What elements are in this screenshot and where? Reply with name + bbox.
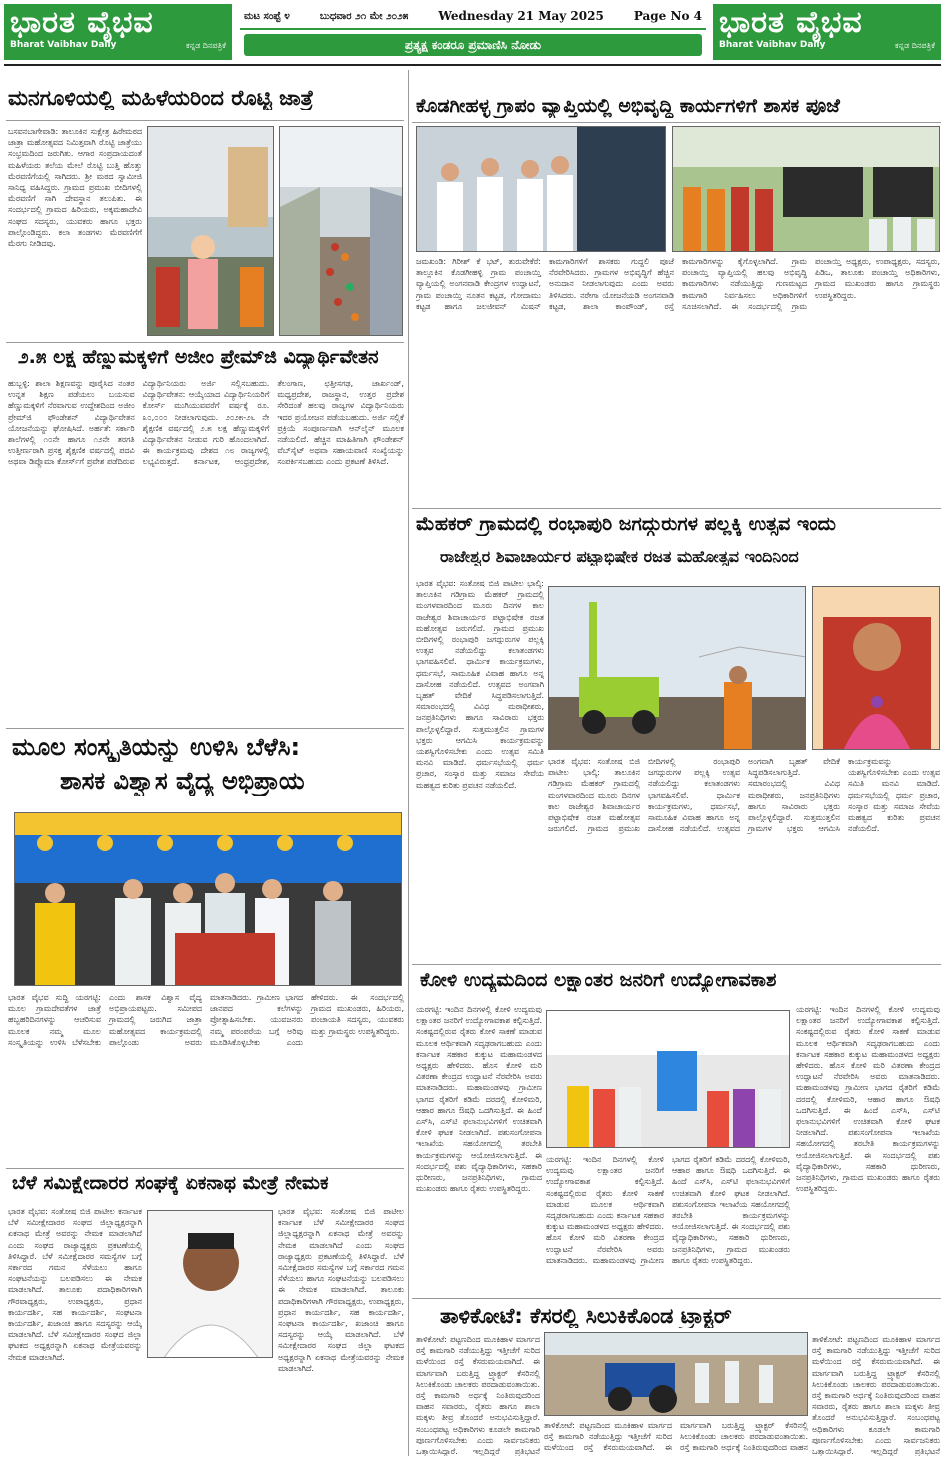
volume-label: ಮಟ ಸಂಪ್ಟೆ ೪ [244, 10, 290, 22]
rule [412, 1298, 941, 1299]
masthead-right [713, 4, 941, 60]
photo-eknath-metre [147, 1210, 273, 1358]
photo-palanquin-stage [548, 586, 806, 750]
photo-tractor [544, 1332, 808, 1416]
headline-federation: ಬೆಳೆ ಸಮಿಕ್ಷೇದಾರರ ಸಂಘಕ್ಕೆ ಏಕನಾಥ ಮೇತ್ರೆ ನೇಮಕ [12, 1173, 329, 1194]
article-jobs-body-right: ಯರಗಟ್ಟಿ: ಇಂದಿನ ದಿನಗಳಲ್ಲಿ ಕೋಳಿ ಉದ್ಯಮವು ಲಕ್ಷಾಂತರ ಜನರಿಗೆ ಉದ್ಯೋಗಾವಕಾಶ ಕಲ್ಪಿಸುತ್ತಿದೆ. ಸಂಕಷ್ಟದಲ್ಲಿರುವ ರೈತರು ಕೋಳಿ ಸಾಕಣೆ ಮಾಡುವ ಮೂಲಕ ಆರ್ಥಿಕವಾಗಿ ಸದೃಢರಾಗಬಹುದು ಎಂದು ಕರ್ನಾಟಕ ಸಹಕಾರ ಕುಕ್ಕುಟ ಮಹಾಮಂಡಳದ ಅಧ್ಯಕ್ಷರು ಹೇಳಿದರು. ಹೊಸ ಕೋಳಿ ಮರಿ ವಿತರಣಾ ಕೇಂದ್ರದ ಉದ್ಘಾಟನೆ ನೆರವೇರಿಸಿ ಅವರು ಮಾತನಾಡಿದರು. ಮಹಾಮಂಡಳವು ಗ್ರಾಮೀಣ ಭಾಗದ ರೈತರಿಗೆ ಕಡಿಮೆ ದರದಲ್ಲಿ ಕೋಳಿಮರಿ, ಆಹಾರ ಹಾಗೂ ಔಷಧಿ ಒದಗಿಸುತ್ತಿದೆ. ಈ ಹಿಂದೆ ಎಸ್‌ಸಿ, ಎಸ್‌ಟಿ ಫಲಾನುಭವಿಗಳಿಗೆ ಉಚಿತವಾಗಿ ಕೋಳಿ ಘಟಕ ನೀಡಲಾಗಿದೆ. ಪಶುಸಂಗೋಪನಾ ಇಲಾಖೆಯ ಸಹಯೋಗದಲ್ಲಿ ತರಬೇತಿ ಕಾರ್ಯಕ್ರಮಗಳನ್ನು ಆಯೋಜಿಸಲಾಗುತ್ತಿದೆ. ಈ ಸಂದರ್ಭದಲ್ಲಿ ಪಶು ವೈದ್ಯಾಧಿಕಾರಿಗಳು, ಸಹಕಾರಿ ಧುರೀಣರು, ಜನಪ್ರತಿನಿಧಿಗಳು, ಗ್ರಾಮದ ಮುಖಂಡರು ಹಾಗೂ ರೈತರು ಉಪಸ್ಥಿತರಿದ್ದರು. [796, 1005, 940, 1194]
headline-scholarship: ೨.೫ ಲಕ್ಷ ಹೆಣ್ಣುಮಕ್ಕಳಿಗೆ ಅಜೀಂ ಪ್ರೇಮ್‌ಜಿ ವಿದ್ಯಾರ್ಥಿವೇತನ [18, 347, 379, 368]
masthead-tagline-right: ಕನ್ನಡ ದಿನಪತ್ರಿಕೆ [894, 41, 935, 50]
headline-palanquin: ಮೆಹಕರ್ ಗ್ರಾಮದಲ್ಲಿ ರಂಭಾಪುರಿ ಜಗದ್ಗುರುಗಳ ಪಲ್ಲಕ್ಕಿ ಉತ್ಸವ ಇಂದು [416, 514, 836, 535]
header-meta [240, 4, 706, 30]
rule [412, 964, 941, 965]
article-federation-body-right: ಭಾರತ ವೈಭವ: ಸಂತೋಷ ಬಿಜಿ ಪಾಟೀಲ ಕರ್ನಾಟಕ ಬೆಳೆ ಸಮೀಕ್ಷೇದಾರರ ಸಂಘದ ಜಿಲ್ಲಾಧ್ಯಕ್ಷರನ್ನಾಗಿ ಏಕನಾಥ ಮೇತ್ರೆ ಅವರನ್ನು ನೇಮಕ ಮಾಡಲಾಗಿದೆ ಎಂದು ಸಂಘದ ರಾಜ್ಯಾಧ್ಯಕ್ಷರು ಪ್ರಕಟಣೆಯಲ್ಲಿ ತಿಳಿಸಿದ್ದಾರೆ. ಬೆಳೆ ಸಮೀಕ್ಷೆದಾರರ ಸಮಸ್ಯೆಗಳ ಬಗ್ಗೆ ಸರ್ಕಾರದ ಗಮನ ಸೆಳೆಯಲು ಹಾಗೂ ಸಂಘಟನೆಯನ್ನು ಬಲಪಡಿಸಲು ಈ ನೇಮಕ ಮಾಡಲಾಗಿದೆ. ತಾಲೂಕು ಪದಾಧಿಕಾರಿಗಳಾಗಿ ಗೌರವಾಧ್ಯಕ್ಷರು, ಉಪಾಧ್ಯಕ್ಷರು, ಪ್ರಧಾನ ಕಾರ್ಯದರ್ಶಿ, ಸಹ ಕಾರ್ಯದರ್ಶಿ, ಸಂಘಟನಾ ಕಾರ್ಯದರ್ಶಿ, ಖಜಾಂಚಿ ಹಾಗೂ ಸದಸ್ಯರನ್ನು ಆಯ್ಕೆ ಮಾಡಲಾಗಿದೆ. ಬೆಳೆ ಸಮೀಕ್ಷೇದಾರರ ಸಂಘದ ಜಿಲ್ಲಾ ಘಟಕದ ಅಧ್ಯಕ್ಷರನ್ನಾಗಿ ಏಕನಾಥ ಮೇತ್ರೆಯವರನ್ನು ನೇಮಕ ಮಾಡಲಾಗಿದೆ. [278, 1207, 404, 1373]
photo-roti-procession [147, 126, 274, 336]
rule [412, 508, 941, 509]
article-tractor-body-right: ತಾಳಿಕೋಟೆ: ಪಟ್ಟಣದಿಂದ ಮೂಕಿಹಾಳ ಮಾರ್ಗದ ರಸ್ತೆ ಕಾಮಗಾರಿ ನಡೆಯುತ್ತಿದ್ದು ಇತ್ತೀಚೆಗೆ ಸುರಿದ ಮಳೆಯಿಂದ ರಸ್ತೆ ಕೆಸರುಮಯವಾಗಿದೆ. ಈ ಮಾರ್ಗವಾಗಿ ಬರುತ್ತಿದ್ದ ಟ್ರ್ಯಾಕ್ಟರ್ ಕೆಸರಿನಲ್ಲಿ ಸಿಲುಕಿಕೊಂಡು ಚಾಲಕರು ಪರದಾಡುವಂತಾಯಿತು. ರಸ್ತೆ ಕಾಮಗಾರಿ ಅರ್ಧಕ್ಕೆ ನಿಂತಿರುವುದರಿಂದ ವಾಹನ ಸವಾರರು, ರೈತರು ಹಾಗೂ ಶಾಲಾ ಮಕ್ಕಳು ತೀವ್ರ ತೊಂದರೆ ಅನುಭವಿಸುತ್ತಿದ್ದಾರೆ. ಸಂಬಂಧಪಟ್ಟ ಅಧಿಕಾರಿಗಳು ಕೂಡಲೇ ಕಾಮಗಾರಿ ಪೂರ್ಣಗೊಳಿಸಬೇಕು ಎಂದು ಸಾರ್ವಜನಿಕರು ಒತ್ತಾಯಿಸಿದ್ದಾರೆ. ಇಲ್ಲದಿದ್ದರೆ ಪ್ರತಿಭಟನೆ [812, 1335, 940, 1456]
jobs-photo-graphic [547, 1011, 790, 1148]
article-palanquin-body-left: ಭಾರತ ವೈಭವ: ಸಂತೋಷ ಬಿಜಿ ಪಾಟೀಲ ಭಾಲ್ಕಿ: ತಾಲೂಕಿನ ಗಡಿಗ್ರಾಮ ಮೆಹಕರ್ ಗ್ರಾಮದಲ್ಲಿ ಮಂಗಳವಾರದಿಂದ ಮೂರು ದಿನಗಳ ಕಾಲ ರಾಜೇಶ್ವರ ಶಿವಾಚಾರ್ಯರ ಪಟ್ಟಾಭಿಷೇಕ ರಜತ ಮಹೋತ್ಸವ ಜರುಗಲಿದೆ. ಗ್ರಾಮದ ಪ್ರಮುಖ ಬೀದಿಗಳಲ್ಲಿ ರಂಭಾಪುರಿ ಜಗದ್ಗುರುಗಳ ಪಲ್ಲಕ್ಕಿ ಉತ್ಸವ ನಡೆಯಲಿದ್ದು ಕಲಾತಂಡಗಳು ಭಾಗವಹಿಸಲಿವೆ. ಧಾರ್ಮಿಕ ಕಾರ್ಯಕ್ರಮಗಳು, ಧರ್ಮಸಭೆ, ಸಾಮೂಹಿಕ ವಿವಾಹ ಹಾಗೂ ಅನ್ನ ದಾಸೋಹ ನಡೆಯಲಿದೆ. ಉತ್ಸವದ ಅಂಗವಾಗಿ ಬೃಹತ್ ವೇದಿಕೆ ಸಿದ್ಧಪಡಿಸಲಾಗುತ್ತಿದೆ. ಸಮಾರಂಭದಲ್ಲಿ ವಿವಿಧ ಮಠಾಧೀಶರು, ಜನಪ್ರತಿನಿಧಿಗಳು ಹಾಗೂ ಸಾವಿರಾರು ಭಕ್ತರು ಪಾಲ್ಗೊಳ್ಳಲಿದ್ದಾರೆ. ಸುತ್ತಮುತ್ತಲಿನ ಗ್ರಾಮಗಳ ಭಕ್ತರು ಆಗಮಿಸಿ ಕಾರ್ಯಕ್ರಮವನ್ನು ಯಶಸ್ವಿಗೊಳಿಸಬೇಕು ಎಂದು ಉತ್ಸವ ಸಮಿತಿ ಮನವಿ ಮಾಡಿದೆ. ಧರ್ಮಸಭೆಯಲ್ಲಿ ಧರ್ಮ ಪ್ರಚಾರ, ಸಂಸ್ಕಾರ ಮತ್ತು ಸಮಾಜ ಸೇವೆಯ ಮಹತ್ವದ ಕುರಿತು ಪ್ರವಚನ ನಡೆಯಲಿದೆ. [416, 579, 544, 790]
headline-tractor: ತಾಳಿಕೋಟೆ: ಕೆಸರಲ್ಲಿ ಸಿಲುಕಿಕೊಂಡ ಟ್ರ್ಯಾಕ್ಟರ್ [440, 1304, 732, 1328]
culture-photo-graphic [15, 813, 402, 986]
article-federation-body-left: ಭಾರತ ವೈಭವ: ಸಂತೋಷ ಬಿಜಿ ಪಾಟೀಲ ಕರ್ನಾಟಕ ಬೆಳೆ ಸಮೀಕ್ಷೇದಾರರ ಸಂಘದ ಜಿಲ್ಲಾಧ್ಯಕ್ಷರನ್ನಾಗಿ ಏಕನಾಥ ಮೇತ್ರೆ ಅವರನ್ನು ನೇಮಕ ಮಾಡಲಾಗಿದೆ ಎಂದು ಸಂಘದ ರಾಜ್ಯಾಧ್ಯಕ್ಷರು ಪ್ರಕಟಣೆಯಲ್ಲಿ ತಿಳಿಸಿದ್ದಾರೆ. ಬೆಳೆ ಸಮೀಕ್ಷೆದಾರರ ಸಮಸ್ಯೆಗಳ ಬಗ್ಗೆ ಸರ್ಕಾರದ ಗಮನ ಸೆಳೆಯಲು ಹಾಗೂ ಸಂಘಟನೆಯನ್ನು ಬಲಪಡಿಸಲು ಈ ನೇಮಕ ಮಾಡಲಾಗಿದೆ. ತಾಲೂಕು ಪದಾಧಿಕಾರಿಗಳಾಗಿ ಗೌರವಾಧ್ಯಕ್ಷರು, ಉಪಾಧ್ಯಕ್ಷರು, ಪ್ರಧಾನ ಕಾರ್ಯದರ್ಶಿ, ಸಹ ಕಾರ್ಯದರ್ಶಿ, ಸಂಘಟನಾ ಕಾರ್ಯದರ್ಶಿ, ಖಜಾಂಚಿ ಹಾಗೂ ಸದಸ್ಯರನ್ನು ಆಯ್ಕೆ ಮಾಡಲಾಗಿದೆ. ಬೆಳೆ ಸಮೀಕ್ಷೇದಾರರ ಸಂಘದ ಜಿಲ್ಲಾ ಘಟಕದ ಅಧ್ಯಕ್ಷರನ್ನಾಗಿ ಏಕನಾಥ ಮೇತ್ರೆಯವರನ್ನು ನೇಮಕ ಮಾಡಲಾಗಿದೆ. [8, 1207, 142, 1362]
article-jobs-body-left: ಯರಗಟ್ಟಿ: ಇಂದಿನ ದಿನಗಳಲ್ಲಿ ಕೋಳಿ ಉದ್ಯಮವು ಲಕ್ಷಾಂತರ ಜನರಿಗೆ ಉದ್ಯೋಗಾವಕಾಶ ಕಲ್ಪಿಸುತ್ತಿದೆ. ಸಂಕಷ್ಟದಲ್ಲಿರುವ ರೈತರು ಕೋಳಿ ಸಾಕಣೆ ಮಾಡುವ ಮೂಲಕ ಆರ್ಥಿಕವಾಗಿ ಸದೃಢರಾಗಬಹುದು ಎಂದು ಕರ್ನಾಟಕ ಸಹಕಾರ ಕುಕ್ಕುಟ ಮಹಾಮಂಡಳದ ಅಧ್ಯಕ್ಷರು ಹೇಳಿದರು. ಹೊಸ ಕೋಳಿ ಮರಿ ವಿತರಣಾ ಕೇಂದ್ರದ ಉದ್ಘಾಟನೆ ನೆರವೇರಿಸಿ ಅವರು ಮಾತನಾಡಿದರು. ಮಹಾಮಂಡಳವು ಗ್ರಾಮೀಣ ಭಾಗದ ರೈತರಿಗೆ ಕಡಿಮೆ ದರದಲ್ಲಿ ಕೋಳಿಮರಿ, ಆಹಾರ ಹಾಗೂ ಔಷಧಿ ಒದಗಿಸುತ್ತಿದೆ. ಈ ಹಿಂದೆ ಎಸ್‌ಸಿ, ಎಸ್‌ಟಿ ಫಲಾನುಭವಿಗಳಿಗೆ ಉಚಿತವಾಗಿ ಕೋಳಿ ಘಟಕ ನೀಡಲಾಗಿದೆ. ಪಶುಸಂಗೋಪನಾ ಇಲಾಖೆಯ ಸಹಯೋಗದಲ್ಲಿ ತರಬೇತಿ ಕಾರ್ಯಕ್ರಮಗಳನ್ನು ಆಯೋಜಿಸಲಾಗುತ್ತಿದೆ. ಈ ಸಂದರ್ಭದಲ್ಲಿ ಪಶು ವೈದ್ಯಾಧಿಕಾರಿಗಳು, ಸಹಕಾರಿ ಧುರೀಣರು, ಜನಪ್ರತಿನಿಧಿಗಳು, ಗ್ರಾಮದ ಮುಖಂಡರು ಹಾಗೂ ರೈತರು ಉಪಸ್ಥಿತರಿದ್ದರು. [416, 1005, 542, 1194]
article-scholarship-body: ಹುಬ್ಬಳ್ಳಿ: ಶಾಲಾ ಶಿಕ್ಷಣವನ್ನು ಪೂರೈಸಿದ ನಂತರ ಉನ್ನತ ಶಿಕ್ಷಣ ಪಡೆಯಲು ಬಯಸುವ ಹೆಣ್ಣುಮಕ್ಕಳಿಗೆ ನೆರವಾಗುವ ಉದ್ದೇಶದಿಂದ ಅಜೀಂ ಪ್ರೇಮ್‌ಜಿ ಫೌಂಡೇಶನ್ ವಿದ್ಯಾರ್ಥಿವೇತನ ಯೋಜನೆಯನ್ನು ಘೋಷಿಸಿದೆ. ಅರ್ಹತೆ: ಸರ್ಕಾರಿ ಶಾಲೆಗಳಲ್ಲಿ ೧೦ನೇ ಹಾಗೂ ೧೨ನೇ ತರಗತಿ ಉತ್ತೀರ್ಣರಾಗಿ ಪ್ರಸಕ್ತ ಶೈಕ್ಷಣಿಕ ವರ್ಷದಲ್ಲಿ ಪದವಿ ಅಥವಾ ಡಿಪ್ಲೊಮಾ ಕೋರ್ಸ್‌ಗೆ ಪ್ರವೇಶ ಪಡೆದಿರುವ ವಿದ್ಯಾರ್ಥಿನಿಯರು ಅರ್ಜಿ ಸಲ್ಲಿಸಬಹುದು. ವಿದ್ಯಾರ್ಥಿವೇತನ: ಆಯ್ಕೆಯಾದ ವಿದ್ಯಾರ್ಥಿನಿಯರಿಗೆ ಕೋರ್ಸ್ ಮುಗಿಯುವವರೆಗೆ ವರ್ಷಕ್ಕೆ ರೂ. ೩೦,೦೦೦ ನೀಡಲಾಗುವುದು. ೨೦೨೫-೨೬ ನೇ ಶೈಕ್ಷಣಿಕ ವರ್ಷದಲ್ಲಿ ೨.೫ ಲಕ್ಷ ಹೆಣ್ಣುಮಕ್ಕಳಿಗೆ ವಿದ್ಯಾರ್ಥಿವೇತನ ನೀಡುವ ಗುರಿ ಹೊಂದಲಾಗಿದೆ. ಈ ಕಾರ್ಯಕ್ರಮವು ದೇಶದ ೧೮ ರಾಜ್ಯಗಳಲ್ಲಿ ಲಭ್ಯವಿರುತ್ತದೆ. ಕರ್ನಾಟಕ, ಆಂಧ್ರಪ್ರದೇಶ, ತೆಲಂಗಾಣ, ಛತ್ತೀಸಗಢ, ಜಾರ್ಖಂಡ್, ಮಧ್ಯಪ್ರದೇಶ, ರಾಜಸ್ಥಾನ, ಉತ್ತರ ಪ್ರದೇಶ ಸೇರಿದಂತೆ ಹಲವು ರಾಜ್ಯಗಳ ವಿದ್ಯಾರ್ಥಿನಿಯರು ಇದರ ಪ್ರಯೋಜನ ಪಡೆಯಬಹುದು. ಅರ್ಜಿ ಸಲ್ಲಿಕೆ ಪ್ರಕ್ರಿಯೆ ಸಂಪೂರ್ಣವಾಗಿ ಆನ್‌ಲೈನ್ ಮೂಲಕ ನಡೆಯಲಿದೆ. ಹೆಚ್ಚಿನ ಮಾಹಿತಿಗಾಗಿ ಫೌಂಡೇಶನ್ ವೆಬ್‌ಸೈಟ್ ಅಥವಾ ಸಹಾಯವಾಣಿ ಸಂಖ್ಯೆಯನ್ನು ಸಂಪರ್ಕಿಸಬಹುದು ಎಂದು ಪ್ರಕಟಣೆ ತಿಳಿಸಿದೆ. [8, 379, 404, 467]
rule [6, 728, 404, 729]
masthead-subtitle-right: Bharat Vaibhav Daily [719, 40, 826, 50]
photo-pooja-inauguration [416, 126, 666, 252]
headline-roti-jatre: ಮನಗೂಳಿಯಲ್ಲಿ ಮಹಿಳೆಯರಿಂದ ರೊಟ್ಟಿ ಜಾತ್ರೆ [8, 86, 314, 110]
photo-palanquin-swamiji [812, 586, 940, 750]
photo-culture-event [14, 812, 402, 986]
masthead-title-right: ಭಾರತ ವೈಭವ [719, 5, 863, 40]
rule [412, 122, 941, 123]
article-palanquin-body-bottom: ಭಾರತ ವೈಭವ: ಸಂತೋಷ ಬಿಜಿ ಪಾಟೀಲ ಭಾಲ್ಕಿ: ತಾಲೂಕಿನ ಗಡಿಗ್ರಾಮ ಮೆಹಕರ್ ಗ್ರಾಮದಲ್ಲಿ ಮಂಗಳವಾರದಿಂದ ಮೂರು ದಿನಗಳ ಕಾಲ ರಾಜೇಶ್ವರ ಶಿವಾಚಾರ್ಯರ ಪಟ್ಟಾಭಿಷೇಕ ರಜತ ಮಹೋತ್ಸವ ಜರುಗಲಿದೆ. ಗ್ರಾಮದ ಪ್ರಮುಖ ಬೀದಿಗಳಲ್ಲಿ ರಂಭಾಪುರಿ ಜಗದ್ಗುರುಗಳ ಪಲ್ಲಕ್ಕಿ ಉತ್ಸವ ನಡೆಯಲಿದ್ದು ಕಲಾತಂಡಗಳು ಭಾಗವಹಿಸಲಿವೆ. ಧಾರ್ಮಿಕ ಕಾರ್ಯಕ್ರಮಗಳು, ಧರ್ಮಸಭೆ, ಸಾಮೂಹಿಕ ವಿವಾಹ ಹಾಗೂ ಅನ್ನ ದಾಸೋಹ ನಡೆಯಲಿದೆ. ಉತ್ಸವದ ಅಂಗವಾಗಿ ಬೃಹತ್ ವೇದಿಕೆ ಸಿದ್ಧಪಡಿಸಲಾಗುತ್ತಿದೆ. ಸಮಾರಂಭದಲ್ಲಿ ವಿವಿಧ ಮಠಾಧೀಶರು, ಜನಪ್ರತಿನಿಧಿಗಳು ಹಾಗೂ ಸಾವಿರಾರು ಭಕ್ತರು ಪಾಲ್ಗೊಳ್ಳಲಿದ್ದಾರೆ. ಸುತ್ತಮುತ್ತಲಿನ ಗ್ರಾಮಗಳ ಭಕ್ತರು ಆಗಮಿಸಿ ಕಾರ್ಯಕ್ರಮವನ್ನು ಯಶಸ್ವಿಗೊಳಿಸಬೇಕು ಎಂದು ಉತ್ಸವ ಸಮಿತಿ ಮನವಿ ಮಾಡಿದೆ. ಧರ್ಮಸಭೆಯಲ್ಲಿ ಧರ್ಮ ಪ್ರಚಾರ, ಸಂಸ್ಕಾರ ಮತ್ತು ಸಮಾಜ ಸೇವೆಯ ಮಹತ್ವದ ಕುರಿತು ಪ್ರವಚನ ನಡೆಯಲಿದೆ. [548, 757, 940, 834]
headline-culture-line1: ಮೂಲ ಸಂಸ್ಕೃತಿಯನ್ನು ಉಳಿಸಿ ಬೆಳೆಸಿ: [12, 734, 301, 761]
column-divider [408, 70, 409, 1456]
inauguration-photo-graphic [417, 127, 666, 252]
headline-pooja: ಕೊಡಗೀಹಳ್ಳ ಗ್ರಾಪಂ ವ್ಯಾಪ್ತಿಯಲ್ಲಿ ಅಭಿವೃದ್ಧಿ ಕಾರ್ಯಗಳಿಗೆ ಶಾಸಕ ಪೂಜೆ [416, 96, 840, 117]
rule [6, 1168, 404, 1169]
street-photo-graphic [280, 127, 403, 336]
plaque-photo-graphic [673, 127, 940, 252]
procession-photo-graphic [148, 127, 274, 336]
subhead-palanquin: ರಾಜೇಶ್ವರ ಶಿವಾಚಾರ್ಯರ ಪಟ್ಟಾಭಿಷೇಕ ರಜತ ಮಹೋತ್ಸವ ಇಂದಿನಿಂದ [440, 548, 799, 566]
headline-jobs: ಕೋಳಿ ಉದ್ಯಮದಿಂದ ಲಕ್ಷಾಂತರ ಜನರಿಗೆ ಉದ್ಯೋಗಾವಕಾಶ [420, 970, 777, 991]
tractor-photo-graphic [545, 1333, 808, 1416]
article-tractor-body-mid: ತಾಳಿಕೋಟೆ: ಪಟ್ಟಣದಿಂದ ಮೂಕಿಹಾಳ ಮಾರ್ಗದ ರಸ್ತೆ ಕಾಮಗಾರಿ ನಡೆಯುತ್ತಿದ್ದು ಇತ್ತೀಚೆಗೆ ಸುರಿದ ಮಳೆಯಿಂದ ರಸ್ತೆ ಕೆಸರುಮಯವಾಗಿದೆ. ಈ ಮಾರ್ಗವಾಗಿ ಬರುತ್ತಿದ್ದ ಟ್ರ್ಯಾಕ್ಟರ್ ಕೆಸರಿನಲ್ಲಿ ಸಿಲುಕಿಕೊಂಡು ಚಾಲಕರು ಪರದಾಡುವಂತಾಯಿತು. ರಸ್ತೆ ಕಾಮಗಾರಿ ಅರ್ಧಕ್ಕೆ ನಿಂತಿರುವುದರಿಂದ ವಾಹನ [544, 1421, 808, 1453]
portrait-graphic [148, 1211, 273, 1358]
stage-photo-graphic [549, 587, 806, 750]
photo-roti-street [279, 126, 403, 336]
date-english: Wednesday 21 May 2025 [438, 9, 604, 23]
swamiji-photo-graphic [813, 587, 940, 750]
photo-jobs-inauguration [546, 1010, 790, 1148]
article-tractor-body-left: ತಾಳಿಕೋಟೆ: ಪಟ್ಟಣದಿಂದ ಮೂಕಿಹಾಳ ಮಾರ್ಗದ ರಸ್ತೆ ಕಾಮಗಾರಿ ನಡೆಯುತ್ತಿದ್ದು ಇತ್ತೀಚೆಗೆ ಸುರಿದ ಮಳೆಯಿಂದ ರಸ್ತೆ ಕೆಸರುಮಯವಾಗಿದೆ. ಈ ಮಾರ್ಗವಾಗಿ ಬರುತ್ತಿದ್ದ ಟ್ರ್ಯಾಕ್ಟರ್ ಕೆಸರಿನಲ್ಲಿ ಸಿಲುಕಿಕೊಂಡು ಚಾಲಕರು ಪರದಾಡುವಂತಾಯಿತು. ರಸ್ತೆ ಕಾಮಗಾರಿ ಅರ್ಧಕ್ಕೆ ನಿಂತಿರುವುದರಿಂದ ವಾಹನ ಸವಾರರು, ರೈತರು ಹಾಗೂ ಶಾಲಾ ಮಕ್ಕಳು ತೀವ್ರ ತೊಂದರೆ ಅನುಭವಿಸುತ್ತಿದ್ದಾರೆ. ಸಂಬಂಧಪಟ್ಟ ಅಧಿಕಾರಿಗಳು ಕೂಡಲೇ ಕಾಮಗಾರಿ ಪೂರ್ಣಗೊಳಿಸಬೇಕು ಎಂದು ಸಾರ್ವಜನಿಕರು ಒತ್ತಾಯಿಸಿದ್ದಾರೆ. ಇಲ್ಲದಿದ್ದರೆ ಪ್ರತಿಭಟನೆ [416, 1335, 540, 1456]
masthead-tagline: ಕನ್ನಡ ದಿನಪತ್ರಿಕೆ [185, 41, 226, 50]
masthead-left [4, 4, 232, 60]
header-rule [4, 64, 941, 66]
article-roti-body: ಬಸವನಬಾಗೇವಾಡಿ: ತಾಲೂಕಿನ ಸುಕ್ಷೇತ್ರ ಹಿರೇಮಠದ ಜಾತ್ರಾ ಮಹೋತ್ಸವದ ನಿಮಿತ್ತವಾಗಿ ರೊಟ್ಟಿ ಜಾತ್ರೆಯು ಸಂಭ್ರಮದಿಂದ ಜರುಗಿತು. ಆಗಾರ ಸಂಪ್ರದಾಯದಂತೆ ಮಹಿಳೆಯರು ತಲೆಯ ಮೇಲೆ ರೊಟ್ಟಿ ಬುತ್ತಿ ಹೊತ್ತು ಮೆರವಣಿಗೆಯಲ್ಲಿ ಸಾಗಿದರು. ಶ್ರೀ ಮಠದ ಸ್ವಾಮೀಜಿ ಸಾನಿಧ್ಯ ವಹಿಸಿದ್ದರು. ಗ್ರಾಮದ ಪ್ರಮುಖ ಬೀದಿಗಳಲ್ಲಿ ಮೆರವಣಿಗೆ ಸಾಗಿ ದೇವಸ್ಥಾನ ತಲುಪಿತು. ಈ ಸಂದರ್ಭದಲ್ಲಿ ಗ್ರಾಮದ ಹಿರಿಯರು, ಅಕ್ಕಮಹಾದೇವಿ ಸಂಘದ ಸದಸ್ಯರು, ಯುವಕರು ಹಾಗೂ ಭಕ್ತರು ಪಾಲ್ಗೊಂಡಿದ್ದರು. ಕಲಾ ತಂಡಗಳು ಮೆರವಣಿಗೆಗೆ ಮೆರಗು ನೀಡಿದವು. [8, 127, 142, 249]
photo-pooja-plaque [672, 126, 940, 252]
article-jobs-body-mid: ಯರಗಟ್ಟಿ: ಇಂದಿನ ದಿನಗಳಲ್ಲಿ ಕೋಳಿ ಉದ್ಯಮವು ಲಕ್ಷಾಂತರ ಜನರಿಗೆ ಉದ್ಯೋಗಾವಕಾಶ ಕಲ್ಪಿಸುತ್ತಿದೆ. ಸಂಕಷ್ಟದಲ್ಲಿರುವ ರೈತರು ಕೋಳಿ ಸಾಕಣೆ ಮಾಡುವ ಮೂಲಕ ಆರ್ಥಿಕವಾಗಿ ಸದೃಢರಾಗಬಹುದು ಎಂದು ಕರ್ನಾಟಕ ಸಹಕಾರ ಕುಕ್ಕುಟ ಮಹಾಮಂಡಳದ ಅಧ್ಯಕ್ಷರು ಹೇಳಿದರು. ಹೊಸ ಕೋಳಿ ಮರಿ ವಿತರಣಾ ಕೇಂದ್ರದ ಉದ್ಘಾಟನೆ ನೆರವೇರಿಸಿ ಅವರು ಮಾತನಾಡಿದರು. ಮಹಾಮಂಡಳವು ಗ್ರಾಮೀಣ ಭಾಗದ ರೈತರಿಗೆ ಕಡಿಮೆ ದರದಲ್ಲಿ ಕೋಳಿಮರಿ, ಆಹಾರ ಹಾಗೂ ಔಷಧಿ ಒದಗಿಸುತ್ತಿದೆ. ಈ ಹಿಂದೆ ಎಸ್‌ಸಿ, ಎಸ್‌ಟಿ ಫಲಾನುಭವಿಗಳಿಗೆ ಉಚಿತವಾಗಿ ಕೋಳಿ ಘಟಕ ನೀಡಲಾಗಿದೆ. ಪಶುಸಂಗೋಪನಾ ಇಲಾಖೆಯ ಸಹಯೋಗದಲ್ಲಿ ತರಬೇತಿ ಕಾರ್ಯಕ್ರಮಗಳನ್ನು ಆಯೋಜಿಸಲಾಗುತ್ತಿದೆ. ಈ ಸಂದರ್ಭದಲ್ಲಿ ಪಶು ವೈದ್ಯಾಧಿಕಾರಿಗಳು, ಸಹಕಾರಿ ಧುರೀಣರು, ಜನಪ್ರತಿನಿಧಿಗಳು, ಗ್ರಾಮದ ಮುಖಂಡರು ಹಾಗೂ ರೈತರು ಉಪಸ್ಥಿತರಿದ್ದರು. [546, 1155, 790, 1265]
rule [6, 120, 404, 121]
rule [6, 342, 404, 343]
page-number: Page No 4 [633, 9, 702, 23]
masthead-title: ಭಾರತ ವೈಭವ [10, 5, 154, 40]
article-culture-body: ಭಾರತ ವೈಭವ ಸುದ್ದಿ ಯರಗಟ್ಟಿ: ಮೂಲ ಗ್ರಾಮದೇವತೆಗಳ ಜಾತ್ರೆ ಹಬ್ಬಹರಿದಿನಗಳನ್ನು ಆಚರಿಸುವ ಮೂಲಕ ನಮ್ಮ ಮೂಲ ಸಂಸ್ಕೃತಿಯನ್ನು ಉಳಿಸಿ ಬೆಳೆಸಬೇಕು ಎಂದು ಶಾಸಕ ವಿಶ್ವಾಸ ವೈದ್ಯ ಅಭಿಪ್ರಾಯಪಟ್ಟರು. ಸಮೀಪದ ಗ್ರಾಮದಲ್ಲಿ ಜರುಗಿದ ಜಾತ್ರಾ ಮಹೋತ್ಸವದ ಕಾರ್ಯಕ್ರಮದಲ್ಲಿ ಪಾಲ್ಗೊಂಡು ಅವರು ಮಾತನಾಡಿದರು. ಗ್ರಾಮೀಣ ಭಾಗದ ಜಾನಪದ ಕಲೆಗಳನ್ನು ಪ್ರೋತ್ಸಾಹಿಸಬೇಕು. ಯುವಜನರು ನಮ್ಮ ಪರಂಪರೆಯ ಬಗ್ಗೆ ಅರಿವು ಮೂಡಿಸಿಕೊಳ್ಳಬೇಕು ಎಂದು ಹೇಳಿದರು. ಈ ಸಂದರ್ಭದಲ್ಲಿ ಗ್ರಾಮದ ಮುಖಂಡರು, ಹಿರಿಯರು, ಪಂಚಾಯತಿ ಸದಸ್ಯರು, ಯುವಕರು ಮತ್ತು ಗ್ರಾಮಸ್ಥರು ಉಪಸ್ಥಿತರಿದ್ದರು. [8, 993, 404, 1047]
article-pooja-body: ಜಮಖಂಡಿ: ಗಿರೀಶ್ ಕೆ ಭಟ್, ತುರುವೇಕೆರೆ: ತಾಲ್ಲೂಕಿನ ಕೊಡಗೀಹಳ್ಳಿ ಗ್ರಾಮ ಪಂಚಾಯ್ತಿ ವ್ಯಾಪ್ತಿಯಲ್ಲಿ ಅಂಗನವಾಡಿ ಕೇಂದ್ರಗಳ ಉದ್ಘಾಟನೆ, ಗ್ರಾಮ ಪಂಚಾಯ್ತಿ ನೂತನ ಕಟ್ಟಡ, ಗೋದಾಮು ಕಟ್ಟಡ ಹಾಗೂ ಜಲಜೀವನ್ ಮಿಷನ್ ಕಾಮಗಾರಿಗಳಿಗೆ ಶಾಸಕರು ಗುದ್ದಲಿ ಪೂಜೆ ನೆರವೇರಿಸಿದರು. ಗ್ರಾಮಗಳ ಅಭಿವೃದ್ಧಿಗೆ ಹೆಚ್ಚಿನ ಅನುದಾನ ನೀಡಲಾಗುವುದು ಎಂದು ಅವರು ತಿಳಿಸಿದರು. ನರೇಗಾ ಯೋಜನೆಯಡಿ ಅಂಗನವಾಡಿ ಕಟ್ಟಡ, ಶಾಲಾ ಕಾಂಪೌಂಡ್, ರಸ್ತೆ ಕಾಮಗಾರಿಗಳನ್ನು ಕೈಗೊಳ್ಳಲಾಗಿದೆ. ಗ್ರಾಮ ಪಂಚಾಯ್ತಿ ವ್ಯಾಪ್ತಿಯಲ್ಲಿ ಹಲವು ಅಭಿವೃದ್ಧಿ ಕಾಮಗಾರಿಗಳು ನಡೆಯುತ್ತಿದ್ದು ಗುಣಮಟ್ಟದ ಕಾಮಗಾರಿ ನಿರ್ವಹಿಸಲು ಅಧಿಕಾರಿಗಳಿಗೆ ಸೂಚಿಸಲಾಗಿದೆ. ಈ ಸಂದರ್ಭದಲ್ಲಿ ಗ್ರಾಮ ಪಂಚಾಯ್ತಿ ಅಧ್ಯಕ್ಷರು, ಉಪಾಧ್ಯಕ್ಷರು, ಸದಸ್ಯರು, ಪಿಡಿಒ, ತಾಲೂಕು ಪಂಚಾಯ್ತಿ ಅಧಿಕಾರಿಗಳು, ಗ್ರಾಮದ ಮುಖಂಡರು ಹಾಗೂ ಗ್ರಾಮಸ್ಥರು ಉಪಸ್ಥಿತರಿದ್ದರು. [416, 257, 940, 311]
slogan-banner: ಪ್ರತ್ಯಕ್ಷ ಕಂಡರೂ ಪ್ರಮಾಣಿಸಿ ನೋಡು [244, 34, 702, 56]
headline-culture-line2: ಶಾಸಕ ವಿಶ್ವಾಸ ವೈದ್ಯ ಅಭಿಪ್ರಾಯ [60, 768, 305, 795]
date-kannada: ಬುಧವಾರ ೨೧ ಮೇ ೨೦೨೫ [319, 10, 409, 22]
masthead-subtitle: Bharat Vaibhav Daily [10, 40, 117, 50]
